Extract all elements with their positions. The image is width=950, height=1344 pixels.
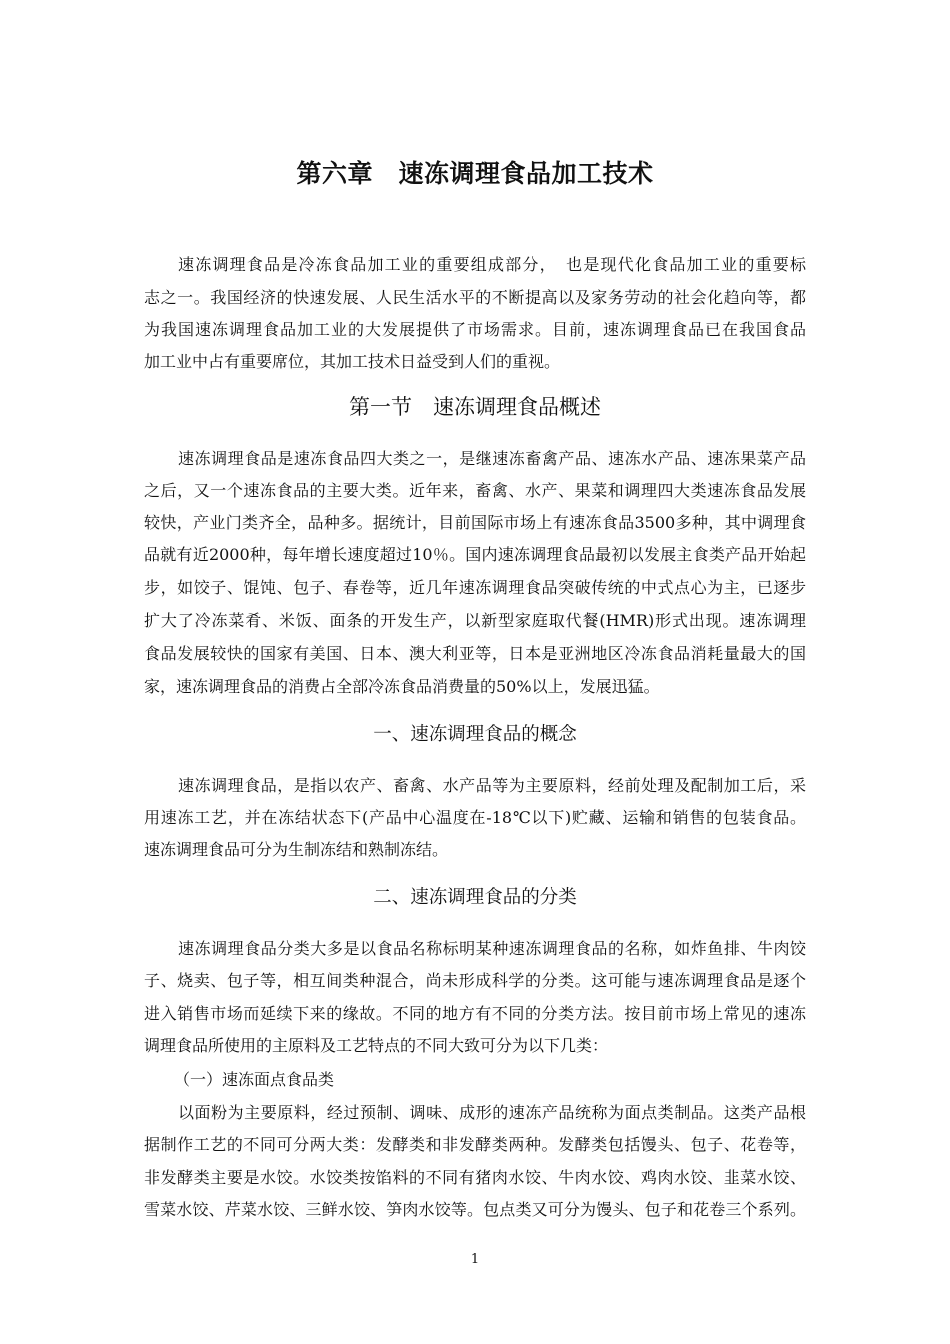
paragraph-line: 进入销售市场而延续下来的缘故。不同的地方有不同的分类方法。按目前市场上常见的速冻: [144, 1004, 806, 1023]
chapter-title: 第六章 速冻调理食品加工技术: [296, 159, 654, 188]
paragraph-line: 品就有近2000种，每年增长速度超过10％。国内速冻调理食品最初以发展主食类产品开始起: [144, 545, 806, 564]
intro-line: 志之一。我国经济的快速发展、人民生活水平的不断提高以及家务劳动的社会化趋向等，都: [144, 288, 806, 307]
paragraph-line: 速冻调理食品是速冻食品四大类之一，是继速冻畜禽产品、速冻水产品、速冻果菜产品: [178, 449, 806, 468]
section-heading: 第一节 速冻调理食品概述: [349, 395, 601, 419]
intro-line: 速冻调理食品是冷冻食品加工业的重要组成部分， 也是现代化食品加工业的重要标: [178, 255, 806, 274]
paragraph-line: 非发酵类主要是水饺。水饺类按馅料的不同有猪肉水饺、牛肉水饺、鸡肉水饺、韭菜水饺、: [144, 1168, 806, 1187]
paragraph-line: 据制作工艺的不同可分两大类：发酵类和非发酵类两种。发酵类包括馒头、包子、花卷等，: [144, 1135, 806, 1154]
subsection-heading: 一、速冻调理食品的概念: [373, 724, 577, 745]
paragraph-line: 调理食品所使用的主原料及工艺特点的不同大致可分为以下几类：: [144, 1036, 609, 1055]
paragraph-line: 扩大了冷冻菜肴、米饭、面条的开发生产，以新型家庭取代餐(HMR)形式出现。速冻调理: [144, 611, 806, 630]
paragraph-line: 子、烧卖、包子等，相互间类种混合，尚未形成科学的分类。这可能与速冻调理食品是逐个: [144, 971, 806, 990]
paragraph-line: 以面粉为主要原料，经过预制、调味、成形的速冻产品统称为面点类制品。这类产品根: [178, 1103, 806, 1122]
paragraph-line: 步，如饺子、馄饨、包子、春卷等，近几年速冻调理食品突破传统的中式点心为主，已逐步: [144, 578, 806, 597]
intro-line: 加工业中占有重要席位，其加工技术日益受到人们的重视。: [144, 352, 561, 371]
paragraph-line: 之后，又一个速冻食品的主要大类。近年来，畜禽、水产、果菜和调理四大类速冻食品发展: [144, 481, 806, 500]
paragraph-line: 较快，产业门类齐全，品种多。据统计，目前国际市场上有速冻食品3500多种，其中调理食: [144, 513, 806, 532]
paragraph-line: 食品发展较快的国家有美国、日本、澳大利亚等，日本是亚洲地区冷冻食品消耗量最大的国: [144, 644, 806, 663]
paragraph-line: 速冻调理食品，是指以农产、畜禽、水产品等为主要原料，经前处理及配制加工后，采: [178, 776, 806, 795]
paragraph-line: 雪菜水饺、芹菜水饺、三鲜水饺、笋肉水饺等。包点类又可分为馒头、包子和花卷三个系列。: [144, 1200, 806, 1219]
intro-line: 为我国速冻调理食品加工业的大发展提供了市场需求。目前，速冻调理食品已在我国食品: [144, 320, 806, 339]
subsection-heading: 二、速冻调理食品的分类: [373, 887, 577, 908]
paragraph-line: 用速冻工艺，并在冻结状态下(产品中心温度在-18℃以下)贮藏、运输和销售的包装食品。: [144, 808, 806, 827]
paragraph-line: 速冻调理食品分类大多是以食品名称标明某种速冻调理食品的名称，如炸鱼排、牛肉饺: [178, 939, 806, 958]
item-heading: （一）速冻面点食品类: [174, 1070, 335, 1089]
paragraph-line: 速冻调理食品可分为生制冻结和熟制冻结。: [144, 840, 449, 859]
page-number: 1: [470, 1252, 480, 1267]
paragraph-line: 家，速冻调理食品的消费占全部冷冻食品消费量的50%以上，发展迅猛。: [144, 677, 660, 696]
